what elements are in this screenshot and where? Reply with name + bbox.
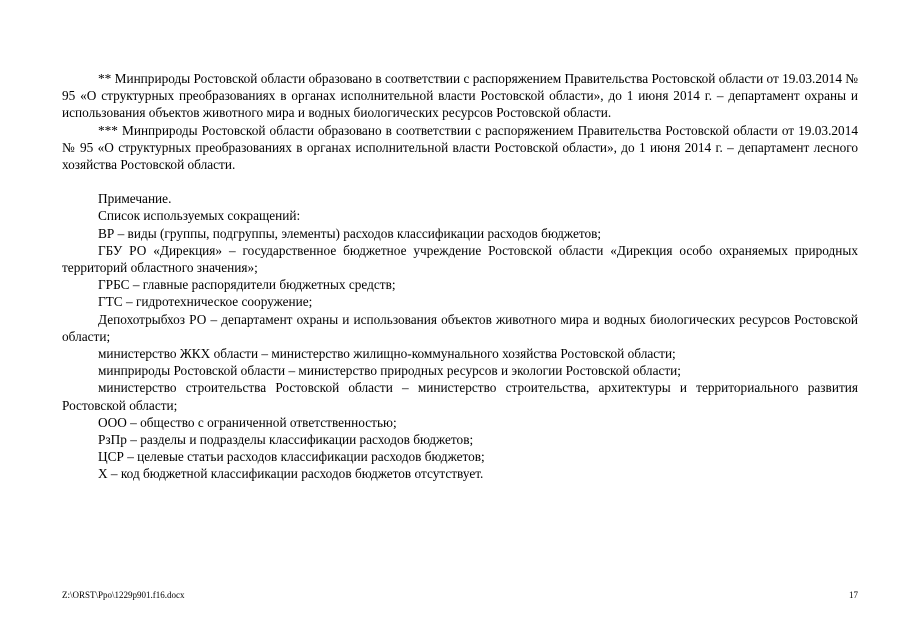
abbreviation-list-intro: Список используемых сокращений: [98,208,301,224]
abbreviation-item-depokhotrybkhoz: Депохотрыбхоз РО – департамент охраны и использования объектов животного мира и водных биологических ресурсов Ростовской области; [62,311,858,344]
abbreviation-item-minprirody: минприроды Ростовской области – министерство природных ресурсов и экологии Ростовской области; [98,363,681,379]
abbreviation-item-csr: ЦСР – целевые статьи расходов классификации расходов бюджетов; [98,449,485,465]
footnote-double-asterisk: ** Минприроды Ростовской области образовано в соответствии с распоряжением Правительства Ростовской области от 19.03.2014 № 95 «О структурных преобразованиях в органах исполнительной власти Ростовской области», до 1 июня 2014 г. – департамент охраны и использования объектов животного мира и водных биологических ресурсов Ростовской области. [62,71,858,121]
abbreviation-item-vr: ВР – виды (группы, подгруппы, элементы) расходов классификации расходов бюджетов; [98,225,602,241]
abbreviation-item-minstroy: министерство строительства Ростовской области – министерство строительства, архитектуры и территориального развития Ростовской области; [62,380,858,413]
page-footer [62,590,858,600]
footnote-triple-asterisk: *** Минприроды Ростовской области образовано в соответствии с распоряжением Правительства Ростовской области от 19.03.2014 № 95 «О структурных преобразованиях в органах исполнительной власти Ростовской области», до 1 июня 2014 г. – департамент лесного хозяйства Ростовской области. [62,122,858,173]
abbreviation-item-ooo: ООО – общество с ограниченной ответственностью; [98,414,397,430]
document-page [62,70,858,483]
page-number: 17 [849,590,858,600]
abbreviation-item-grbs: ГРБС – главные распорядители бюджетных средств; [98,277,396,293]
abbreviation-item-gts: ГТС – гидротехническое сооружение; [98,294,313,310]
abbreviation-item-x: Х – код бюджетной классификации расходов бюджетов отсутствует. [98,466,484,482]
spacer [62,173,858,190]
file-path: Z:\ORST\Ppo\1229p901.f16.docx [62,590,185,600]
note-heading: Примечание. [98,191,172,207]
abbreviation-item-zhkh: министерство ЖКХ области – министерство жилищно-коммунального хозяйства Ростовской области; [98,346,676,362]
abbreviation-item-gbu: ГБУ РО «Дирекция» – государственное бюджетное учреждение Ростовской области «Дирекция особо охраняемых природных территорий областного значения»; [62,242,858,276]
abbreviation-item-rzpr: РзПр – разделы и подразделы классификации расходов бюджетов; [98,432,474,448]
